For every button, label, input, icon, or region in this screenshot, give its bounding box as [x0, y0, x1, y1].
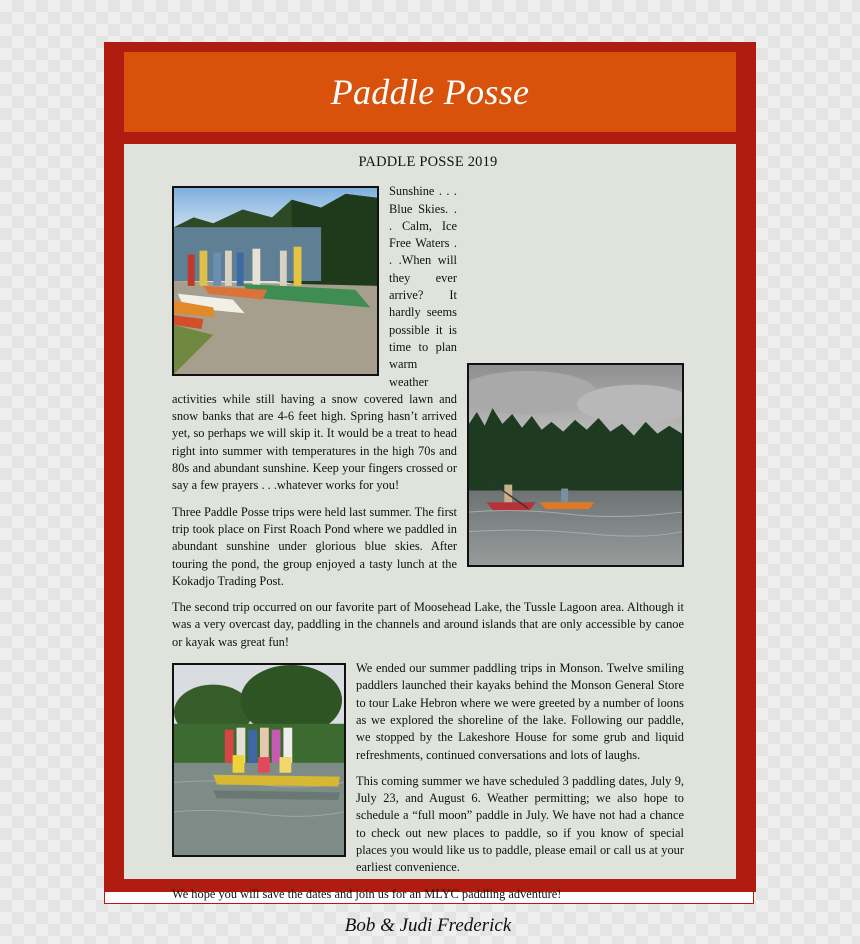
paragraph-first-trip: Three Paddle Posse trips were held last summer. The first trip took place on First Roach Pond where we paddled in abundant sunshine under glorious blue skies. After touring the pond, the group enjoyed a tasty lunch at the Kokadjo Trading Post. — [172, 504, 457, 588]
signature: Bob & Judi Frederick — [344, 914, 512, 936]
photo-lake-hebron — [172, 663, 346, 857]
banner-title: Paddle Posse — [330, 72, 530, 112]
paragraph-closing: We hope you will save the dates and join us for an MLYC paddling adventure! — [172, 886, 562, 901]
paragraph-second-trip: The second trip occurred on our favorite part of Moosehead Lake, the Tussle Lagoon area. Although it was a very overcast day, paddling in the channels and around islands that are only accessible by canoe or kayak was great fun! — [172, 600, 684, 649]
paragraph-schedule: This coming summer we have scheduled 3 paddling dates, July 9, July 23, and August 6. Weather permitting; we also hope to schedule a “full moon” paddle in July. We have not had a chance to check out new places to paddle, so if you know of special places you would like us to paddle, please email or call us at your earliest convenience. — [356, 773, 684, 875]
title-banner — [124, 52, 736, 132]
photo-first-roach-pond — [172, 186, 379, 376]
article-body — [124, 144, 736, 936]
article-heading: PADDLE POSSE 2019 — [358, 154, 498, 170]
photo-tussle-lagoon — [467, 363, 684, 567]
paragraph-intro: Sunshine . . . Blue Skies. . . Calm, Ice Free Waters . . .When will they ever arrive? It hardly seems possible it is time to plan warm weather activities while still having a snow covered lawn and snow banks that are 4-6 feet high. Spring hasn’t arrived yet, so perhaps we will skip it. It would be a treat to head right into summer with temperatures in the high 70s and 80s and abundant sunshine. Keep your fingers crossed or say a few prayers . . .whatever works for you! — [172, 184, 457, 493]
paragraph-third-trip: We ended our summer paddling trips in Monson. Twelve smiling paddlers launched their kayaks behind the Monson General Store to tour Lake Hebron where we were greeted by a number of loons as we explored the shoreline of the lake. Following our paddle, we stopped by the Lakeshore House for some grub and liquid refreshments, continued conversations and lots of laughs. — [356, 661, 684, 762]
newsletter-frame — [104, 42, 756, 936]
